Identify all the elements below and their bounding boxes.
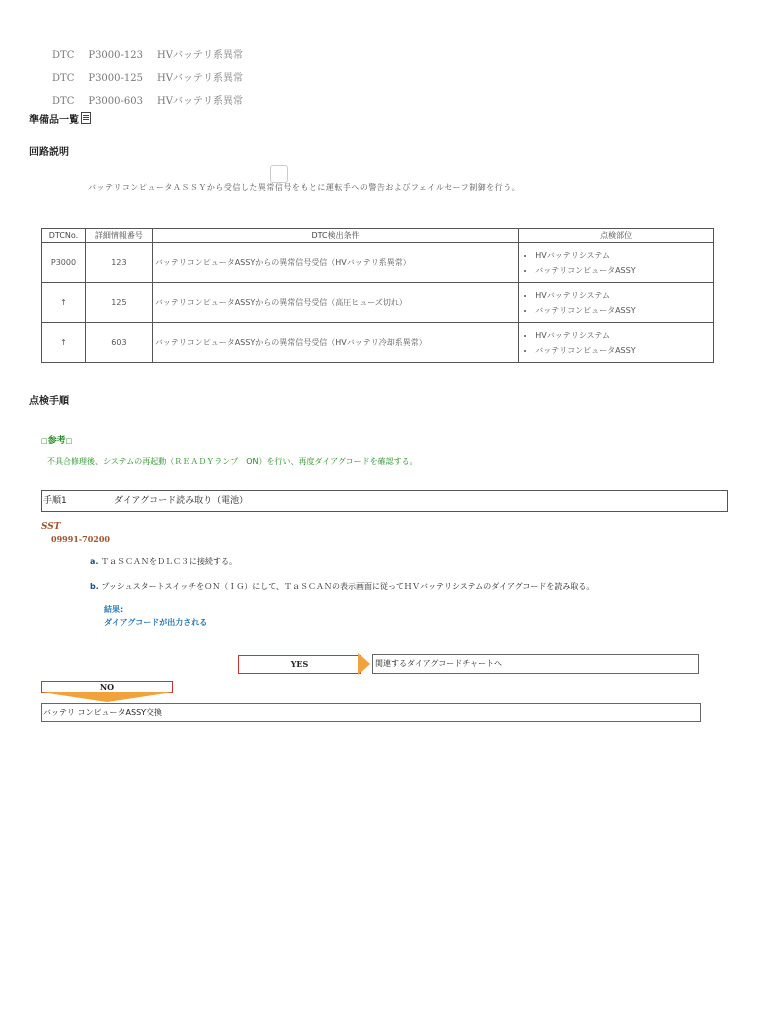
sst-label[interactable]: SST (41, 522, 61, 532)
dtc-prefix: DTC (52, 96, 75, 107)
list-item: • バッテリコンピュータASSY (535, 343, 711, 358)
dtc-table (41, 228, 714, 363)
arrow-right-icon (358, 653, 372, 675)
no-button[interactable]: NO (41, 681, 173, 693)
parts-cell (519, 283, 714, 323)
list-item: • バッテリコンピュータASSY (535, 303, 711, 318)
dtc-desc: HVバッテリ系異常 (157, 73, 243, 84)
dtc-cell: P3000 (42, 243, 86, 283)
circuit-heading: 回路説明 (29, 147, 69, 158)
parts-cell (519, 243, 714, 283)
yes-target-link[interactable]: 関連するダイアグコードチャートへ (372, 654, 699, 674)
list-item: • バッテリコンピュータASSY (535, 263, 711, 278)
table-row (42, 243, 714, 283)
square-icon: □ (65, 437, 73, 445)
dtc-cell: ↑ (42, 323, 86, 363)
condition-cell: バッテリコンピュータASSYからの異常信号受信（高圧ヒューズ切れ） (152, 283, 518, 323)
condition-cell: バッテリコンピュータASSYからの異常信号受信（HVバッテリ冷却系異常） (152, 323, 518, 363)
arrow-down-icon (41, 692, 173, 702)
sst-code: 09991-70200 (51, 534, 110, 544)
dtc-cell: ↑ (42, 283, 86, 323)
prep-list-link[interactable] (29, 111, 91, 126)
header-check-part: 点検部位 (519, 229, 714, 243)
step-title: ダイアグコード読み取り（電池） (114, 496, 249, 506)
dtc-prefix: DTC (52, 50, 75, 61)
dtc-desc: HVバッテリ系異常 (157, 96, 243, 107)
square-icon: □ (41, 437, 48, 445)
dtc-line-3 (52, 92, 257, 107)
image-placeholder (270, 165, 288, 183)
procedure-heading: 点検手順 (29, 396, 69, 407)
header-detail-no: 詳細情報番号 (85, 229, 152, 243)
result-label: 結果: (104, 605, 124, 614)
instruction-a (90, 556, 237, 567)
dtc-line-2 (52, 69, 257, 84)
prep-list-label: 準備品一覧 (29, 115, 79, 126)
table-row (42, 323, 714, 363)
condition-cell: バッテリコンピュータASSYからの異常信号受信（HVバッテリ系異常） (152, 243, 518, 283)
dtc-code: P3000-603 (88, 96, 143, 107)
table-row (42, 283, 714, 323)
circuit-description: バッテリコンピュータＡＳＳＹから受信した異常信号をもとに運転手への警告およびフェイルセーフ制御を行う。 (88, 183, 521, 192)
yes-button[interactable]: YES (238, 655, 361, 674)
detail-cell: 603 (85, 323, 152, 363)
dtc-line-1 (52, 46, 257, 61)
note-title (41, 433, 72, 446)
list-item: • HVバッテリシステム (535, 328, 711, 343)
instruction-letter: b. (90, 582, 99, 591)
header-condition: DTC検出条件 (152, 229, 518, 243)
dtc-code: P3000-125 (88, 73, 143, 84)
header-dtc-no: DTCNo. (42, 229, 86, 243)
instruction-text: ＴａＳＣＡＮをＤＬＣ３に接続する。 (100, 557, 237, 566)
dtc-code: P3000-123 (88, 50, 143, 61)
no-target-box[interactable]: バッテリ コンピュータASSY交換 (41, 703, 701, 722)
step-number: 手順1 (43, 496, 67, 506)
list-item: • HVバッテリシステム (535, 248, 711, 263)
detail-cell: 125 (85, 283, 152, 323)
step-box (41, 490, 728, 512)
dtc-desc: HVバッテリ系異常 (157, 50, 243, 61)
document-icon[interactable] (81, 112, 91, 124)
table-header-row (42, 229, 714, 243)
detail-cell: 123 (85, 243, 152, 283)
instruction-b (90, 581, 594, 592)
dtc-prefix: DTC (52, 73, 75, 84)
instruction-letter: a. (90, 557, 99, 566)
result-text: ダイアグコードが出力される (104, 618, 208, 627)
list-item: • HVバッテリシステム (535, 288, 711, 303)
note-title-text: 参考 (47, 436, 66, 446)
parts-cell (519, 323, 714, 363)
instruction-text: プッシュスタートスイッチをＯＮ（ＩＧ）にして、ＴａＳＣＡＮの表示画面に従ってＨＶバッテリシステムのダイアグコードを読み取る。 (101, 582, 595, 591)
note-text: 不具合修理後、システムの再起動（ＲＥＡＤＹランプ ON）を行い、再度ダイアグコードを確認する。 (47, 457, 418, 466)
